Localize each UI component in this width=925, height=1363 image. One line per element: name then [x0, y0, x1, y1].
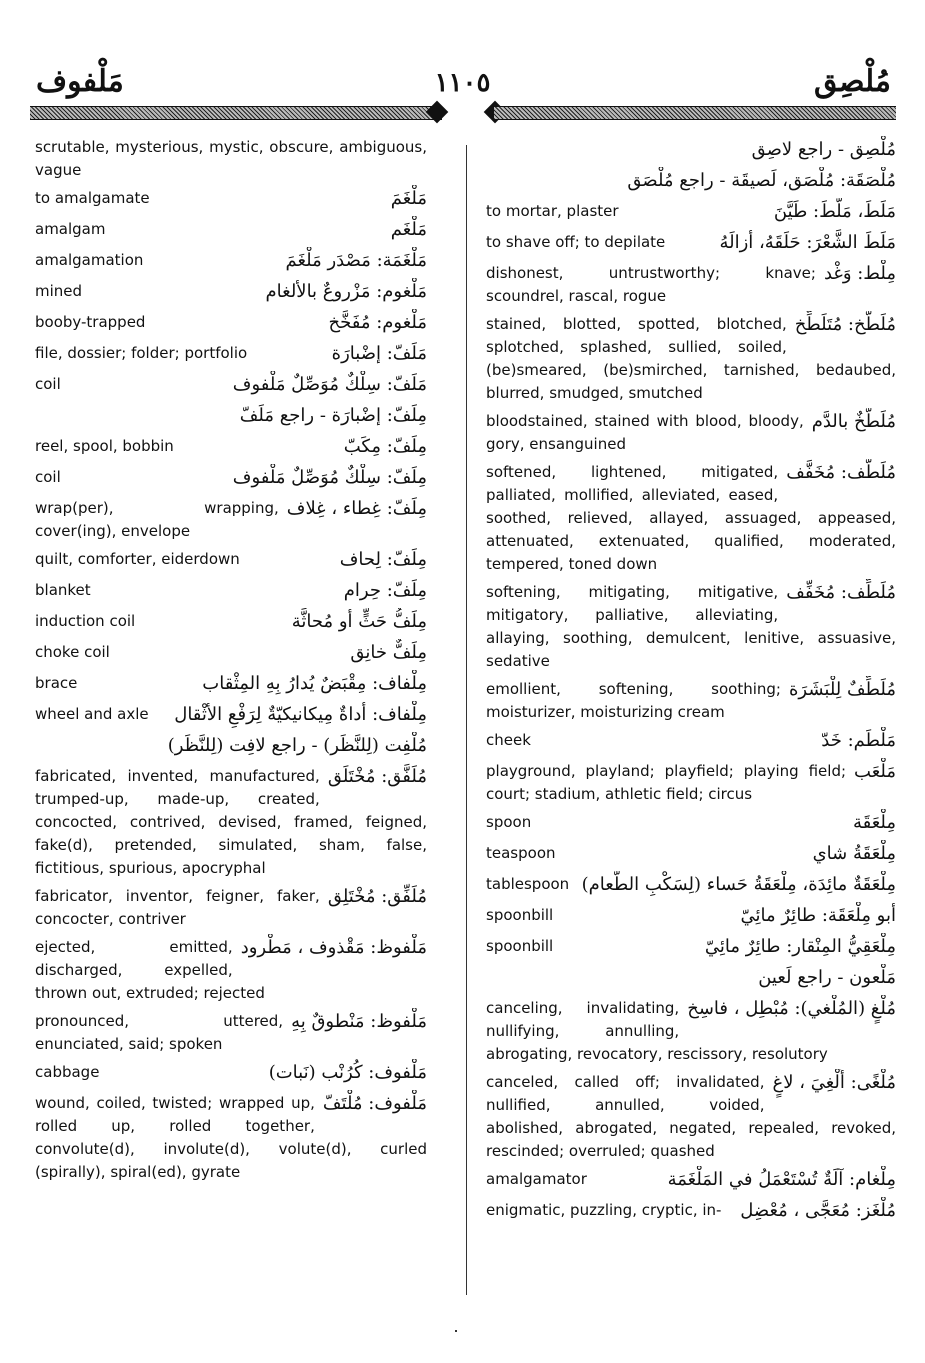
right-guide-word: مُلْصِق: [813, 64, 891, 99]
arabic-headword: مُلْصَقَة: مُلْصَق، لَصيقَة - راجع مُلْصَق: [627, 170, 896, 191]
dictionary-entry: [486, 758, 896, 806]
dictionary-entry: [35, 433, 427, 461]
english-definition: wrap(per), wrapping, cover(ing), envelope: [35, 499, 279, 540]
english-definition: cheek: [486, 731, 531, 749]
arabic-headword: مَلْغوم: مَزْروعٌ بالألغام: [265, 281, 427, 302]
arabic-headword: مِلَفّ: إضْبارَة - راجع مَلَفّ: [239, 405, 427, 426]
dictionary-entry: [35, 1059, 427, 1087]
dictionary-entry: [35, 546, 427, 574]
arabic-headword: مِلَفُّ حَثٍّ أو مُحاثَّة: [291, 611, 427, 632]
dictionary-entry: [35, 495, 427, 543]
dictionary-entry: [35, 371, 427, 399]
arabic-headword: مُلَطَّف: مُخَفَّف: [786, 462, 896, 483]
dictionary-entry: [486, 871, 896, 899]
english-definition: wheel and axle: [35, 705, 149, 723]
arabic-headword: مَلْطَم: خَدّ: [821, 730, 896, 751]
arabic-headword: مُلْغَز: مُعَجَّى ، مُعْضِل: [740, 1200, 896, 1221]
english-definition: stained, blotted, spotted, blotched, splotched, splashed, sullied, soiled, (be)smeared, (be)smirched, tarnished, bedaubed, blurred, smudged, smutched: [486, 315, 896, 402]
dictionary-entry: [486, 229, 896, 257]
arabic-headword: مَلْغَمَة: مَصْدَر مَلْغَمَ: [285, 250, 427, 271]
dictionary-entry: [486, 136, 896, 164]
left-guide-word: مَلْفوف: [36, 64, 124, 99]
dictionary-entry: [486, 933, 896, 961]
english-definition: mined: [35, 282, 83, 300]
arabic-headword: مِلْعَقَةُ شاي: [812, 843, 896, 864]
dictionary-entry: [486, 198, 896, 226]
arabic-headword: مَلَفّ: سِلْكٌ مُوَصِّلٌ مَلْفوف: [232, 374, 427, 395]
english-definition: bloodstained, stained with blood, bloody, gory, ensanguined: [486, 412, 804, 453]
english-definition: amalgamator: [486, 1170, 587, 1188]
english-definition: softened, lightened, mitigated, palliated, mollified, alleviated, eased, soothed, relieved, allayed, assuaged, appeased, attenuated, extenuated, qualified, moderated, tempered, toned down: [486, 463, 896, 573]
left-column: [35, 136, 427, 1187]
dictionary-entry: [35, 732, 427, 760]
arabic-headword: مِلْط: وَغْد: [823, 263, 896, 284]
dictionary-entry: [35, 340, 427, 368]
english-definition: brace: [35, 674, 78, 692]
dictionary-entry: [486, 260, 896, 308]
arabic-headword: مُلْصِق - راجع لاصِق: [751, 139, 896, 160]
english-definition: to mortar, plaster: [486, 202, 619, 220]
arabic-headword: مِلَفّ: لِحاف: [339, 549, 427, 570]
arabic-headword: مُلَطِّفٌ لِلْبَشَرَة: [788, 679, 896, 700]
dictionary-entry: [35, 247, 427, 275]
arabic-headword: مُلْفِت (لِلنَّظَر) - راجع لافِت (لِلنَّظَر): [167, 735, 427, 756]
english-definition: to shave off; to depilate: [486, 233, 666, 251]
english-definition: file, dossier; folder; portfolio: [35, 344, 248, 362]
arabic-headword: مِلَفٌّ خانِق: [350, 642, 427, 663]
header-rule-left: [30, 106, 442, 120]
english-definition: fabricated, invented, manufactured, trumped-up, made-up, created, concocted, contrived, devised, framed, feigned, fake(d), pretended, simulated, sham, false, fictitious, spurious, apocryphal: [35, 767, 427, 877]
dictionary-entry: [486, 1069, 896, 1163]
arabic-headword: مَلْفوظ: مَقْذوف ، مَطْرود: [240, 937, 427, 958]
arabic-headword: مَلْفوظ: مَنْطوقٌ بِهِ: [291, 1011, 427, 1032]
arabic-headword: مَلَطَ الشَّعْرَ: حَلَقَهُ، أزالَهُ: [719, 232, 896, 253]
dictionary-entry: [35, 216, 427, 244]
dictionary-entry: [35, 934, 427, 1005]
english-definition: wound, coiled, twisted; wrapped up, rolled up, rolled together, convolute(d), involute(d), volute(d), curled (spirally), spiral(ed), gyrate: [35, 1094, 427, 1181]
english-definition: reel, spool, bobbin: [35, 437, 174, 455]
english-definition: booby-trapped: [35, 313, 146, 331]
arabic-headword: مِلْفاف: أداةٌ مِيكانيكيّةٌ لِرَفْعِ الأثْقال: [174, 704, 427, 725]
arabic-headword: مِلَفّ: سِلْكٌ مُوَصِّلٌ مَلْفوف: [232, 467, 427, 488]
dictionary-entry: [35, 402, 427, 430]
dictionary-entry: [35, 883, 427, 931]
english-definition: choke coil: [35, 643, 110, 661]
arabic-headword: مَلْعون - راجع لَعين: [758, 967, 896, 988]
english-definition: induction coil: [35, 612, 136, 630]
dictionary-entry: [486, 727, 896, 755]
english-definition: spoonbill: [486, 906, 554, 924]
dictionary-entry: [486, 1197, 896, 1225]
english-definition: softening, mitigating, mitigative, mitigatory, palliative, alleviating, allaying, soothing, demulcent, lenitive, assuasive, sedative: [486, 583, 896, 670]
english-definition: spoon: [486, 813, 532, 831]
dictionary-entry: [35, 577, 427, 605]
dictionary-entry: [486, 459, 896, 576]
arabic-headword: مِلَفّ: غِطاء ، غِلاف: [286, 498, 427, 519]
arabic-headword: مَلَفّ: إضْبارَة: [331, 343, 427, 364]
arabic-headword: مُلْغًى: أُلْغِيَ ، لاغٍ: [772, 1072, 896, 1093]
dictionary-entry: [486, 1166, 896, 1194]
page-header: [0, 0, 925, 130]
english-definition: coil: [35, 375, 61, 393]
english-definition: tablespoon: [486, 875, 570, 893]
arabic-headword: مِلْغام: آلَةٌ تُسْتَعْمَلُ في المَلْغَمَة: [667, 1169, 896, 1190]
arabic-headword: مِلْعَقَةٌ مائِدَة، مِلْعَقَةُ حَساء (لِسَكْبِ الطَّعام): [581, 874, 896, 895]
english-definition: amalgamation: [35, 251, 144, 269]
dictionary-entry: [486, 964, 896, 992]
arabic-headword: مِلْعَقَة: [852, 812, 896, 833]
dictionary-entry: [35, 464, 427, 492]
dictionary-entry: [486, 676, 896, 724]
arabic-headword: مُلْغٍ (المُلْغي): مُبْطِل ، فاسِخ: [687, 998, 896, 1019]
english-definition: coil: [35, 468, 61, 486]
dictionary-entry: [35, 763, 427, 880]
arabic-headword: مُلَطَّخ: مُتَلَطِّخ: [794, 314, 896, 335]
dictionary-entry: [486, 902, 896, 930]
dictionary-entry: [35, 1008, 427, 1056]
right-column: [486, 136, 896, 1228]
dictionary-entry: [35, 1090, 427, 1184]
arabic-headword: مِلَفّ: حِرام: [343, 580, 427, 601]
dictionary-entry: [486, 408, 896, 456]
english-definition: spoonbill: [486, 937, 554, 955]
english-definition: pronounced, uttered, enunciated, said; spoken: [35, 1012, 284, 1053]
dictionary-entry: [35, 136, 427, 182]
english-definition: amalgam: [35, 220, 106, 238]
arabic-headword: مَلْعَب: [854, 761, 896, 782]
page-number: ١١٠٥: [434, 68, 491, 98]
dictionary-entry: [35, 608, 427, 636]
arabic-headword: أبو مِلْعَقَة: طائِرٌ مائِيّ: [740, 905, 896, 926]
english-definition: enigmatic, puzzling, cryptic, in-: [486, 1201, 722, 1219]
dictionary-entry: [486, 840, 896, 868]
english-definition: playground, playland; playfield; playing field; court; stadium, athletic field; circus: [486, 762, 847, 803]
header-rule-right: [494, 106, 896, 120]
arabic-headword: مُلَفِّق: مُخْتَلِق: [327, 886, 427, 907]
arabic-headword: مَلْغَمَ: [390, 188, 427, 209]
dictionary-entry: [35, 701, 427, 729]
dictionary-entry: [486, 579, 896, 673]
arabic-headword: مُلَفَّق: مُخْتَلَق: [327, 766, 427, 787]
english-definition: blanket: [35, 581, 91, 599]
dictionary-entry: [486, 809, 896, 837]
english-definition: cabbage: [35, 1063, 100, 1081]
arabic-headword: مِلْفاف: مِقْبَضٌ يُدارُ بِهِ المِثْقاب: [202, 673, 427, 694]
english-definition: teaspoon: [486, 844, 556, 862]
english-definition: to amalgamate: [35, 189, 150, 207]
arabic-headword: مَلَطَ، مَلَّطَ: طَيَّنَ: [773, 201, 896, 222]
dictionary-entry: [35, 185, 427, 213]
arabic-headword: مِلْعَقِيُّ المِنْقار: طائِرٌ مائِيّ: [704, 936, 896, 957]
arabic-headword: مَلْغَم: [390, 219, 427, 240]
arabic-headword: مِلَفّ: مِكَبّ: [343, 436, 427, 457]
page-mark: [455, 1330, 457, 1332]
english-definition: quilt, comforter, eiderdown: [35, 550, 240, 568]
arabic-headword: مُلَطِّف: مُخَفِّف: [786, 582, 896, 603]
english-definition: emollient, softening, soothing; moisturizer, moisturizing cream: [486, 680, 781, 721]
arabic-headword: مَلْفوف: كُرُنْب (نَبات): [268, 1062, 427, 1083]
english-definition: canceling, invalidating, nullifying, annulling, abrogating, revocatory, rescissory, resolutory: [486, 999, 828, 1063]
arabic-headword: مُلَطَّخٌ بالدَّم: [811, 411, 896, 432]
column-divider: [466, 145, 467, 1295]
dictionary-entry: [486, 167, 896, 195]
dictionary-entry: [486, 995, 896, 1066]
dictionary-entry: [35, 670, 427, 698]
english-definition: dishonest, untrustworthy; knave; scoundrel, rascal, rogue: [486, 264, 816, 305]
english-definition: fabricator, inventor, feigner, faker, concocter, contriver: [35, 887, 320, 928]
dictionary-entry: [486, 311, 896, 405]
arabic-headword: مَلْغوم: مُفَخَّخ: [328, 312, 427, 333]
english-definition: canceled, called off; invalidated, nullified, annulled, voided, abolished, abrogated, negated, repealed, revoked, rescinded; overruled; quashed: [486, 1073, 896, 1160]
arabic-headword: مَلْفوف: مُلْتَفّ: [322, 1093, 427, 1114]
english-definition: scrutable, mysterious, mystic, obscure, ambiguous, vague: [35, 138, 427, 179]
dictionary-entry: [35, 309, 427, 337]
english-definition: ejected, emitted, discharged, expelled, thrown out, extruded; rejected: [35, 938, 265, 1002]
dictionary-entry: [35, 639, 427, 667]
dictionary-entry: [35, 278, 427, 306]
